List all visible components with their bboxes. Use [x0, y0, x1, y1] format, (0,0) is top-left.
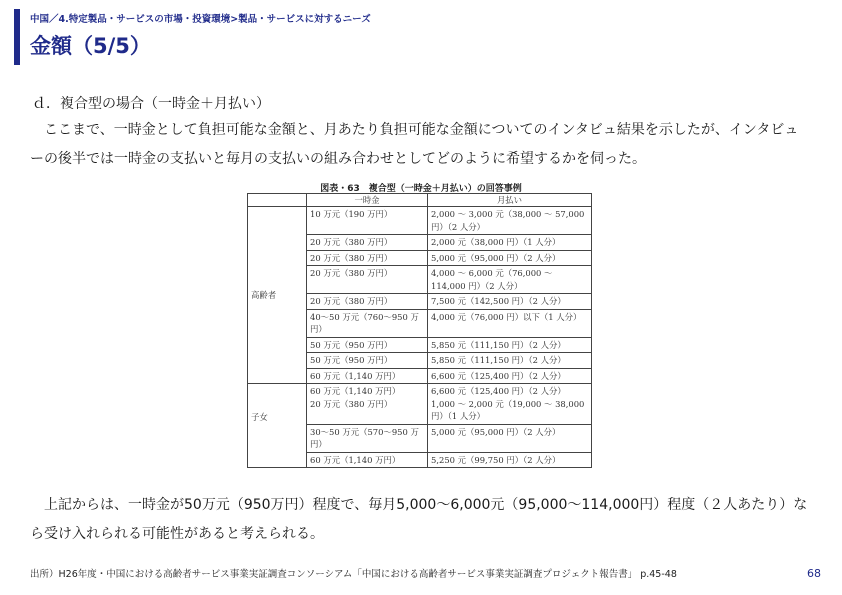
breadcrumb: 中国／4.特定製品・サービスの市場・投資環境>製品・サービスに対するニーズ	[30, 14, 371, 25]
lump-cell: 20 万元（380 万円）	[307, 250, 428, 266]
lump-cell: 20 万元（380 万円）	[307, 266, 428, 294]
intro-paragraph: ここまで、一時金として負担可能な金額と、月あたり負担可能な金額についてのインタビュ結果を示したが、インタビューの後半では一時金の支払いと毎月の支払いの組み合わせとしてどのように希望するかを伺った。	[30, 122, 799, 167]
monthly-cell: 2,000 ～ 3,000 元（38,000 ～ 57,000 円）（2 人分）	[428, 207, 592, 235]
lump-cell: 20 万元（380 万円）	[307, 235, 428, 251]
title-accent-bar	[14, 9, 20, 65]
table-row	[248, 207, 592, 235]
monthly-cell: 5,250 元（99,750 円）（2 人分）	[428, 452, 592, 468]
monthly-cell: 5,850 元（111,150 円）（2 人分）	[428, 337, 592, 353]
table-caption: 図表・63 複合型（一時金＋月払い）の回答事例	[320, 184, 522, 194]
group-label-children: 子女	[248, 384, 307, 468]
lump-cell: 60 万元（1,140 万円）	[307, 368, 428, 384]
monthly-cell: 4,000 元（76,000 円）以下（1 人分）	[428, 309, 592, 337]
lump-cell: 60 万元（1,140 万円）	[307, 452, 428, 468]
response-table	[247, 193, 592, 468]
page-title: 金額（5/5）	[30, 34, 151, 58]
monthly-cell: 5,850 元（111,150 円）（2 人分）	[428, 353, 592, 369]
conclusion-paragraph: 上記からは、一時金が50万元（950万円）程度で、毎月5,000～6,000元（95,000～114,000円）程度（２人あたり）なら受け入れられる可能性があると考えられる。	[30, 497, 808, 542]
monthly-cell: 6,600 元（125,400 円）（2 人分）	[428, 368, 592, 384]
lump-cell: 60 万元（1,140 万円） 20 万元（380 万円）	[307, 384, 428, 425]
section-heading: ｄ．複合型の場合（一時金＋月払い）	[32, 96, 270, 112]
monthly-cell: 4,000 ～ 6,000 元（76,000 ～ 114,000 円）（2 人分）	[428, 266, 592, 294]
monthly-cell: 7,500 元（142,500 円）（2 人分）	[428, 294, 592, 310]
header-group	[248, 194, 307, 207]
header-lump-sum: 一時金	[307, 194, 428, 207]
lump-cell: 50 万元（950 万円）	[307, 337, 428, 353]
monthly-cell: 5,000 元（95,000 円）（2 人分）	[428, 250, 592, 266]
group-label-elderly: 高齢者	[248, 207, 307, 384]
lump-cell: 40～50 万元（760～950 万円）	[307, 309, 428, 337]
lump-cell: 30～50 万元（570～950 万円）	[307, 424, 428, 452]
lump-cell: 20 万元（380 万円）	[307, 294, 428, 310]
lump-cell: 50 万元（950 万円）	[307, 353, 428, 369]
table-row	[248, 384, 592, 425]
table-header-row	[248, 194, 592, 207]
source-note: 出所）H26年度・中国における高齢者サービス事業実証調査コンソーシアム「中国における高齢者サービス事業実証調査プロジェクト報告書」 p.45-48	[30, 569, 677, 580]
monthly-cell: 6,600 元（125,400 円）（2 人分） 1,000 ～ 2,000 元（19,000 ～ 38,000 円）（1 人分）	[428, 384, 592, 425]
monthly-cell: 2,000 元（38,000 円）（1 人分）	[428, 235, 592, 251]
header-monthly: 月払い	[428, 194, 592, 207]
page-number: 68	[807, 567, 821, 580]
lump-cell: 10 万元（190 万円）	[307, 207, 428, 235]
monthly-cell: 5,000 元（95,000 円）（2 人分）	[428, 424, 592, 452]
